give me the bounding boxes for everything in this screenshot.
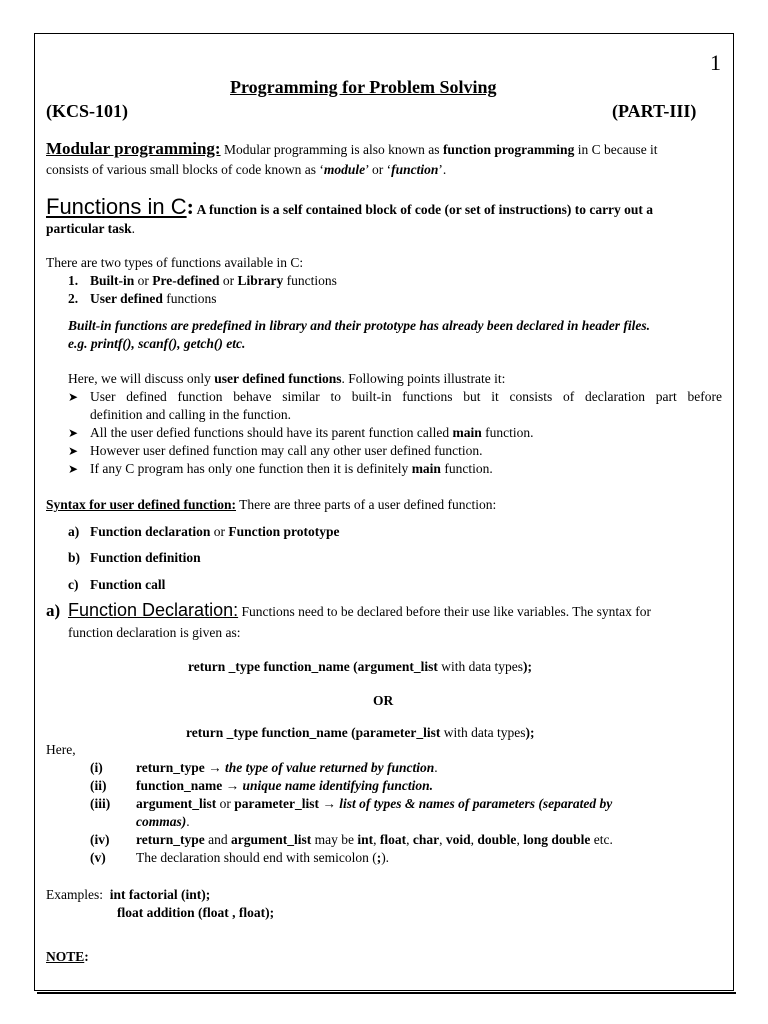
text-bold: function_name xyxy=(136,778,223,793)
text-bold: particular task xyxy=(46,221,132,236)
text: . xyxy=(186,814,190,829)
arrow-bullet-icon: ➤ xyxy=(68,444,79,458)
text: ). xyxy=(381,850,390,865)
text-bold: parameter_list xyxy=(234,796,319,811)
text: ’. xyxy=(438,162,447,177)
note-label: NOTE xyxy=(46,949,85,964)
modular-paragraph-line2 xyxy=(46,161,446,178)
text-bold: return _type function_name (argument_list xyxy=(188,659,438,674)
roman-numeral: (iii) xyxy=(90,796,111,811)
text: or xyxy=(210,524,229,539)
user-defined-intro xyxy=(68,370,505,387)
section-label: a) xyxy=(46,601,61,620)
list-label: c) xyxy=(68,577,79,592)
text-bold: Library xyxy=(237,273,284,288)
syntax-part-c xyxy=(68,576,165,593)
list-label: a) xyxy=(68,524,80,539)
modular-heading: Modular programming: xyxy=(46,139,221,158)
text-bold: return_type xyxy=(136,832,205,847)
type-keyword: float xyxy=(379,832,407,847)
explain-iii xyxy=(90,795,612,812)
text: , xyxy=(470,832,478,847)
text-bold: main xyxy=(411,461,441,476)
text: There are three parts of a user defined function: xyxy=(236,497,497,512)
roman-numeral: (i) xyxy=(90,760,103,775)
type-keyword: void xyxy=(445,832,471,847)
text-bold: Built-in xyxy=(90,273,135,288)
text: User defined function behave similar to built-in functions but it consists of declaration part before xyxy=(90,389,722,404)
text: , xyxy=(406,832,413,847)
text: Functions need to be declared before their use like variables. The syntax for xyxy=(238,604,651,619)
type-keyword: long double xyxy=(523,832,591,847)
text: Modular programming is also known as xyxy=(220,142,443,157)
builtin-note-line2: e.g. printf(), scanf(), getch() etc. xyxy=(68,336,246,351)
arrow-icon: → xyxy=(322,796,336,811)
list-label: b) xyxy=(68,550,81,565)
explain-ii xyxy=(90,777,433,794)
text: . xyxy=(434,760,438,775)
text-bold-italic: function xyxy=(391,162,439,177)
syntax-heading: Syntax for user defined function: xyxy=(46,497,237,512)
syntax-form-2 xyxy=(186,724,534,741)
text: All the user defied functions should have its parent function called xyxy=(90,425,453,440)
point-4 xyxy=(68,460,493,478)
roman-numeral: (ii) xyxy=(90,778,107,793)
text-bold: ); xyxy=(525,725,535,740)
text-bold: Function definition xyxy=(90,550,201,565)
arrow-bullet-icon: ➤ xyxy=(68,426,79,440)
builtin-note-line1: Built-in functions are predefined in library and their prototype has already been declared in header files. xyxy=(68,318,650,333)
text-bold: return_type xyxy=(136,760,205,775)
part-label: (PART-III) xyxy=(612,101,697,121)
syntax-part-a xyxy=(68,523,340,540)
point-2 xyxy=(68,424,534,442)
text-bold: Function prototype xyxy=(228,524,340,539)
declaration-line2: function declaration is given as: xyxy=(68,625,241,640)
text: in C because it xyxy=(574,142,658,157)
text: consists of various small blocks of code known as ‘ xyxy=(46,162,324,177)
text: functions xyxy=(283,273,337,288)
text: Here, we will discuss only xyxy=(68,371,215,386)
roman-numeral: (v) xyxy=(90,850,106,865)
text: with data types xyxy=(437,659,523,674)
arrow-bullet-icon: ➤ xyxy=(68,390,79,404)
examples-line1 xyxy=(46,886,210,903)
arrow-icon: → xyxy=(225,778,240,793)
course-code: (KCS-101) xyxy=(46,101,128,121)
text-bold: function programming xyxy=(442,142,575,157)
text-bold: return _type function_name (parameter_list xyxy=(186,725,441,740)
text: If any C program has only one function then it is definitely xyxy=(90,461,412,476)
functions-paragraph-line2 xyxy=(46,220,135,237)
text-bold-italic: module xyxy=(323,162,366,177)
text-bold-italic: commas) xyxy=(136,814,187,829)
text-bold-italic: list of types & names of parameters (separated by xyxy=(335,796,613,811)
document-title: Programming for Problem Solving xyxy=(230,77,497,97)
declaration-heading: Function Declaration: xyxy=(68,600,239,620)
text-bold: Function call xyxy=(90,577,166,592)
text-bold: ); xyxy=(522,659,532,674)
text-bold: argument_list xyxy=(231,832,312,847)
modular-paragraph-line1 xyxy=(46,140,658,158)
text: However user defined function may call any other user defined function. xyxy=(90,443,483,458)
or-separator: OR xyxy=(373,693,394,708)
types-item-2 xyxy=(68,290,217,307)
type-keyword: double xyxy=(477,832,517,847)
text-bold: Pre-defined xyxy=(152,273,220,288)
here-label: Here, xyxy=(46,742,76,757)
text: and xyxy=(204,832,231,847)
text: function. xyxy=(481,425,534,440)
functions-heading: Functions in C xyxy=(46,194,187,219)
explain-i xyxy=(90,759,438,776)
text-bold-italic: the type of value returned by function xyxy=(221,760,435,775)
text: or xyxy=(219,273,238,288)
text: etc. xyxy=(590,832,613,847)
type-keyword: char xyxy=(412,832,440,847)
list-number: 2. xyxy=(68,291,79,306)
text: or xyxy=(134,273,153,288)
types-item-1 xyxy=(68,272,337,289)
text: . xyxy=(131,221,136,236)
note-heading xyxy=(46,948,89,965)
syntax-form-1 xyxy=(188,658,532,675)
text-bold: : xyxy=(186,194,194,219)
explain-v xyxy=(90,849,389,866)
text: The declaration should end with semicolon ( xyxy=(136,850,377,865)
explain-iii-cont xyxy=(136,813,190,830)
text-bold: argument_list xyxy=(136,796,217,811)
syntax-heading-line xyxy=(46,496,496,513)
text: . Following points illustrate it: xyxy=(341,371,506,386)
text-bold: ; xyxy=(376,850,382,865)
text-bold-italic: unique name identifying function. xyxy=(239,778,434,793)
text-bold: user defined functions xyxy=(214,371,342,386)
page-number: 1 xyxy=(710,50,721,75)
text: functions xyxy=(162,291,217,306)
text: ’ or ‘ xyxy=(365,162,392,177)
text: , xyxy=(373,832,380,847)
text: with data types xyxy=(440,725,526,740)
text: or xyxy=(216,796,235,811)
text-bold: A function is a self contained block of code (or set of instructions) to carry out a xyxy=(193,202,654,217)
text-bold: main xyxy=(452,425,482,440)
text-bold: User defined xyxy=(90,291,163,306)
type-keyword: int xyxy=(357,832,374,847)
point-1 xyxy=(68,388,723,406)
text: , xyxy=(516,832,524,847)
functions-paragraph-line1 xyxy=(46,194,653,220)
text: , xyxy=(439,832,446,847)
explain-iv xyxy=(90,831,613,848)
arrow-bullet-icon: ➤ xyxy=(68,462,79,476)
roman-numeral: (iv) xyxy=(90,832,110,847)
point-3 xyxy=(68,442,482,460)
list-number: 1. xyxy=(68,273,79,288)
types-intro: There are two types of functions available in C: xyxy=(46,255,304,270)
examples-line2: float addition (float , float); xyxy=(117,905,275,920)
arrow-icon: → xyxy=(208,760,222,775)
point-1-cont: definition and calling in the function. xyxy=(90,407,291,422)
code-example: int factorial (int); xyxy=(109,887,211,902)
declaration-line1 xyxy=(46,602,651,620)
text: function. xyxy=(440,461,493,476)
text-bold: Function declaration xyxy=(90,524,211,539)
text-bold: : xyxy=(84,949,89,964)
syntax-part-b xyxy=(68,549,201,566)
examples-label: Examples: xyxy=(46,887,103,902)
text: may be xyxy=(311,832,358,847)
